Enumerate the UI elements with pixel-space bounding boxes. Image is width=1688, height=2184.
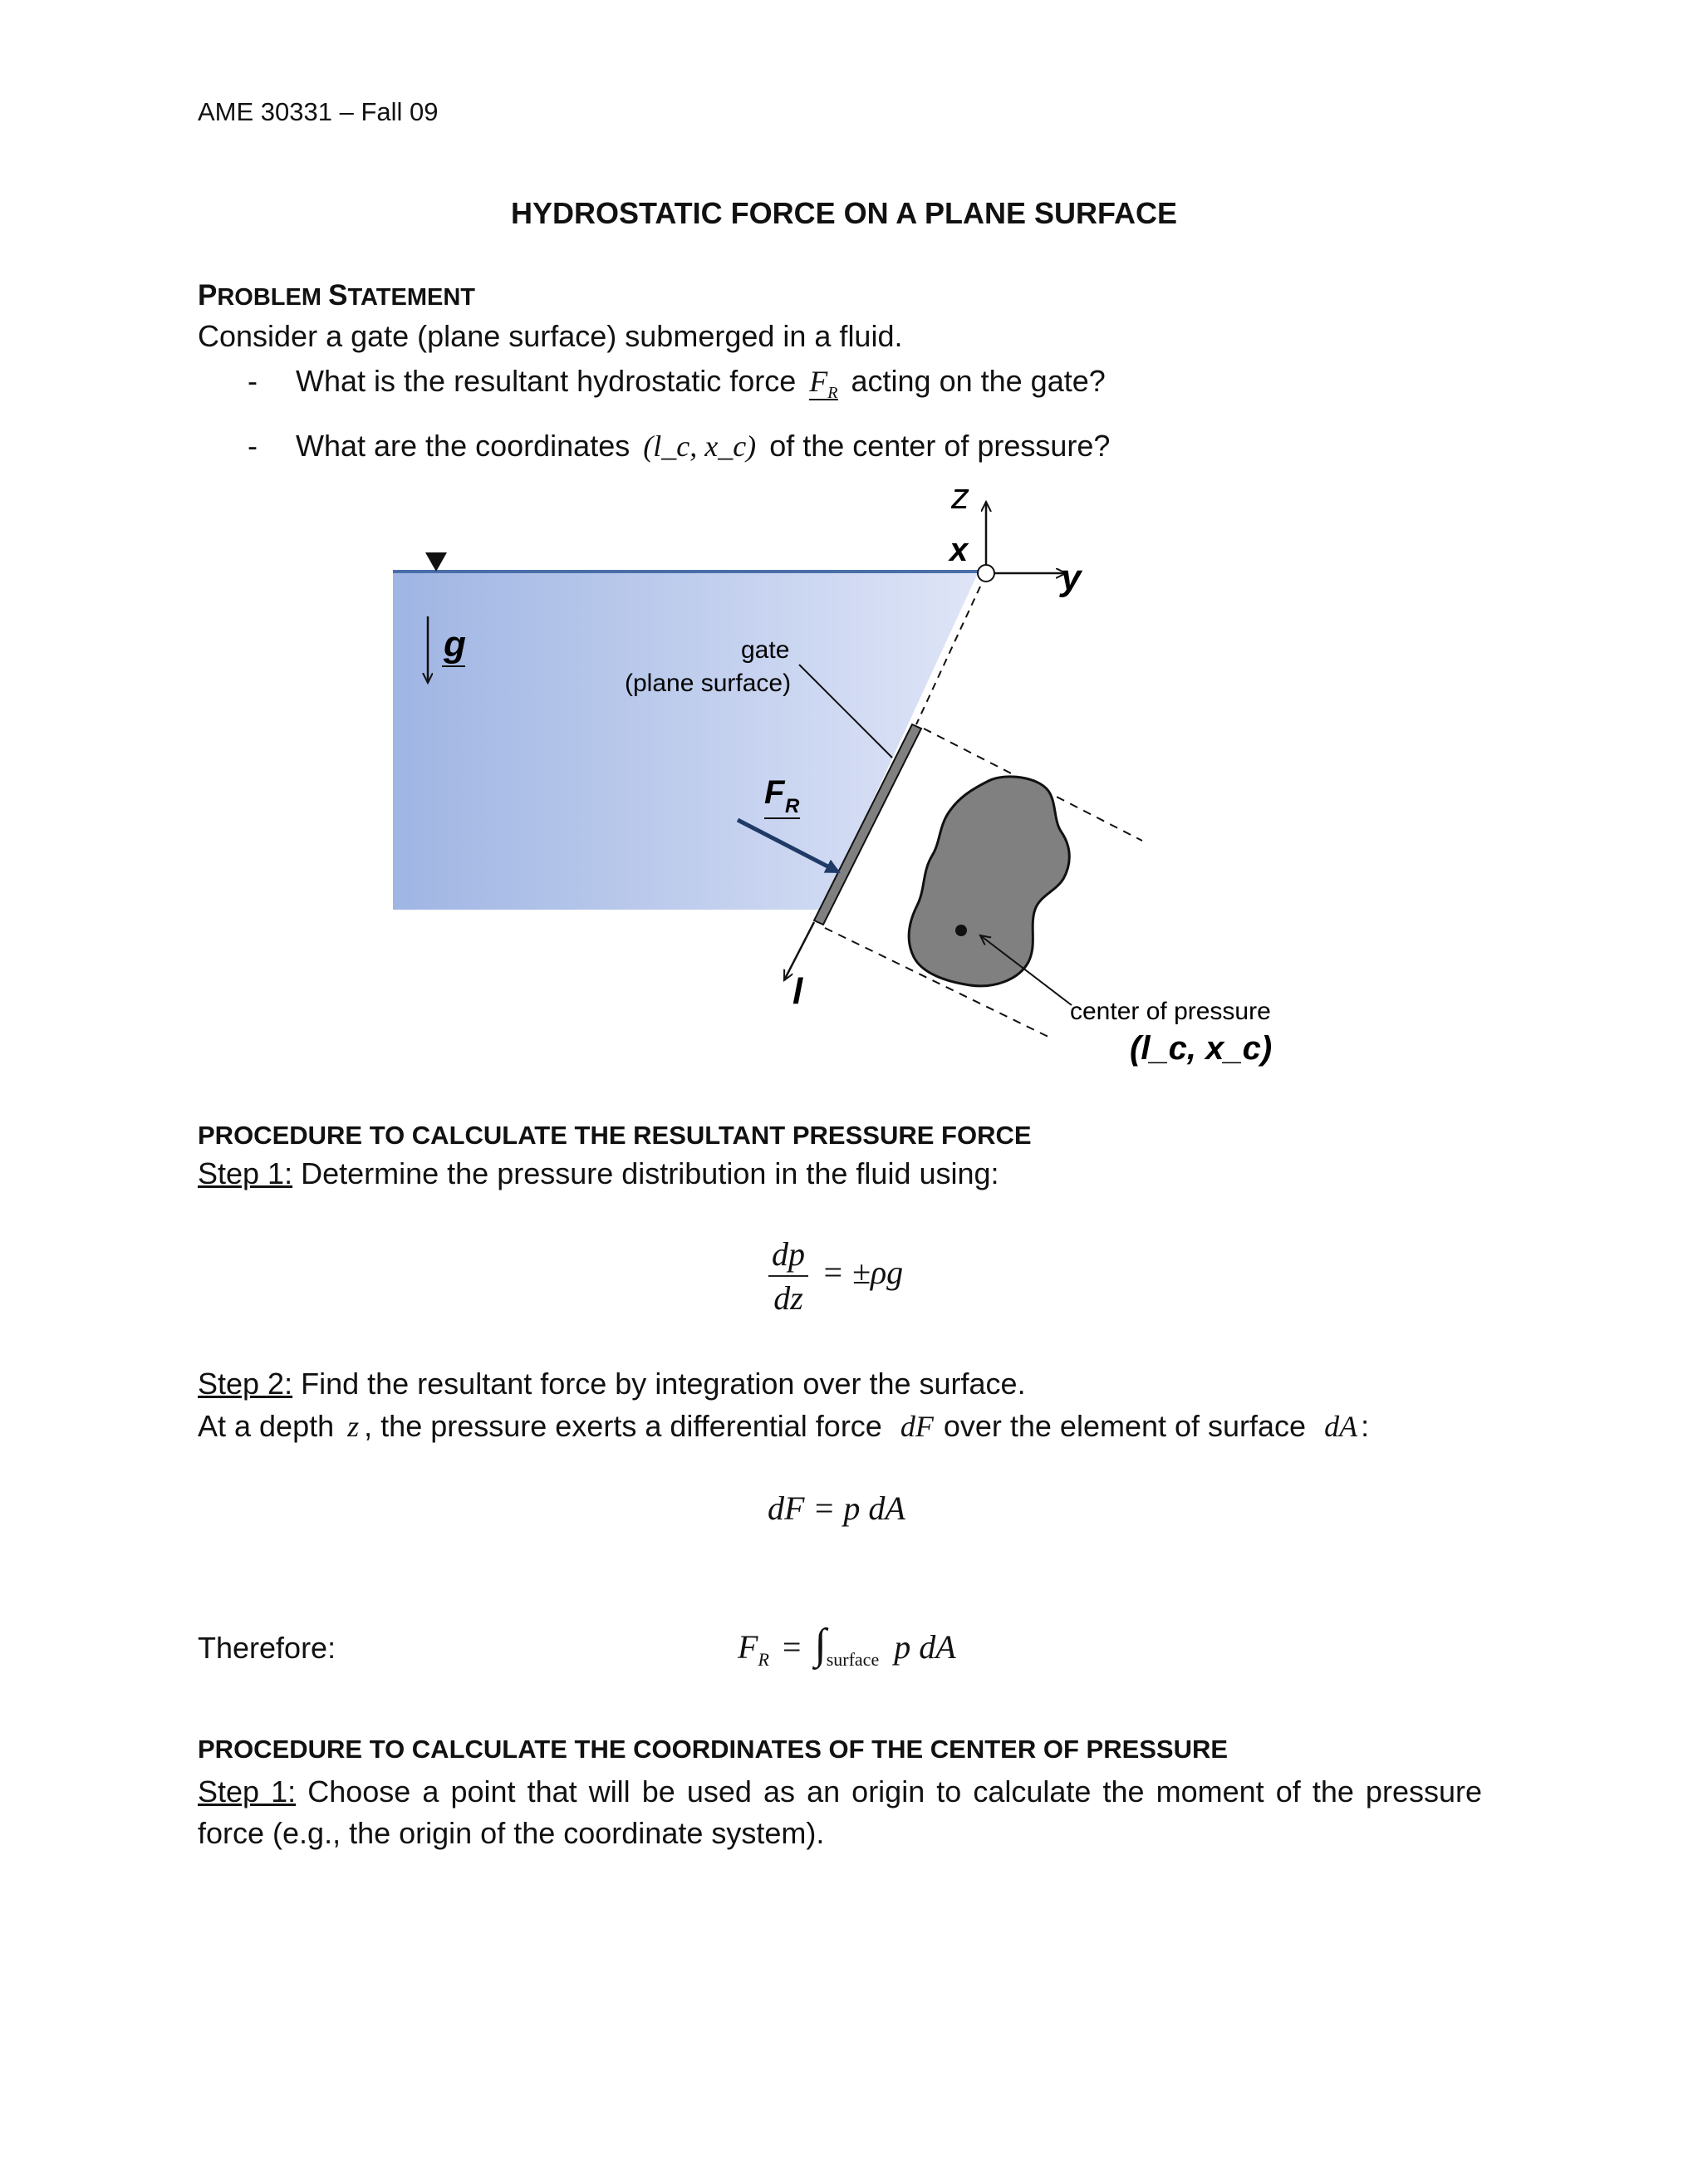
bullet-1: What is the resultant hydrostatic force $F_R$ acting on the gate? [296, 364, 1106, 403]
procedure1-heading: PROCEDURE TO CALCULATE THE RESULTANT PRESSURE FORCE [198, 1121, 1032, 1150]
resultant-force-label: F [764, 774, 785, 811]
free-surface-marker-icon [425, 552, 447, 572]
bullet-dash-2: - [248, 429, 258, 463]
center-of-pressure-label: center of pressure [1070, 998, 1271, 1025]
y-axis-label: y [1061, 557, 1082, 598]
center-of-pressure-dot [955, 925, 967, 936]
problem-intro: Consider a gate (plane surface) submerged in a fluid. [198, 319, 903, 353]
equation-resultant-force: $F_R = \int_{surface}$ p dA [738, 1621, 956, 1670]
procedure1-step2: Step 2: Find the resultant force by integration over the surface. [198, 1367, 1026, 1401]
l-axis-label: l [792, 971, 803, 1012]
procedure2-heading: PROCEDURE TO CALCULATE THE COORDINATES OF THE CENTER OF PRESSURE [198, 1735, 1229, 1764]
gate-label-2: (plane surface) [625, 670, 792, 697]
equation-differential-force: dF = p dA [768, 1490, 905, 1527]
x-axis-label: x [950, 532, 969, 568]
problem-heading: PROBLEM STATEMENT [198, 279, 476, 312]
equation-pressure-gradient: $\frac{dp}{dz}$ = ±ρg [768, 1234, 903, 1318]
svg-text:R: R [785, 795, 800, 817]
gravity-label: g [444, 624, 466, 665]
page-title: HYDROSTATIC FORCE ON A PLANE SURFACE [510, 196, 1178, 230]
gate-shape-front-view [909, 777, 1069, 986]
therefore-label: Therefore: [198, 1631, 336, 1665]
gate-label-1: gate [741, 636, 790, 664]
fluid-region [393, 572, 979, 910]
procedure1-step1: Step 1: Determine the pressure distribution in the fluid using: [198, 1156, 999, 1190]
course-header: AME 30331 – Fall 09 [198, 97, 439, 126]
hydrostatic-diagram [0, 474, 1688, 1105]
z-axis-label: z [951, 476, 969, 517]
center-of-pressure-coords: (l_c, x_c) [1130, 1030, 1273, 1067]
bullet-dash-1: - [248, 364, 258, 398]
depth-sentence: At a depth z , the pressure exerts a differential force dF over the element of surface dA : [198, 1409, 1370, 1443]
bullet-2: What are the coordinates (l_c, x_c) of the center of pressure? [296, 429, 1111, 463]
procedure2-step1: Step 1: Choose a point that will be used as an origin to calculate the moment of the pressure force (e.g., the origin of the coordinate system). [198, 1774, 1482, 1850]
origin-marker [978, 565, 994, 582]
